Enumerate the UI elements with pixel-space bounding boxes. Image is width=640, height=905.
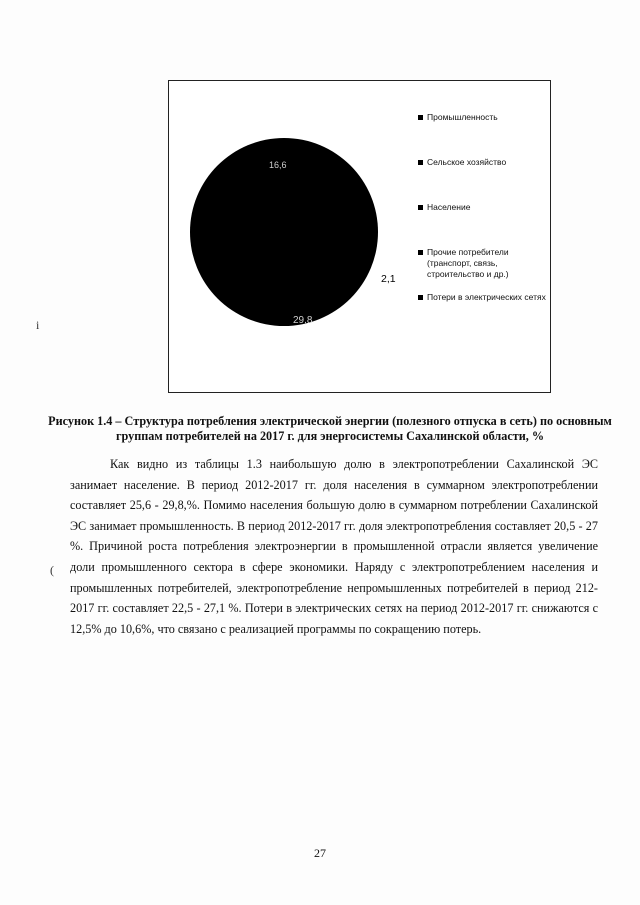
legend-item <box>418 157 550 168</box>
pie-chart-svg <box>169 81 552 394</box>
body-paragraph: Как видно из таблицы 1.3 наибольшую долю в электропотреблении Сахалинской ЭС занимает население. В период 2012-2017 гг. доля населения в суммарном электропотреблении составляет 25,6 - 29,8,%. Помимо населения большую долю в суммарном потреблении Сахалинской ЭС занимает промышленность. В период 2012-2017 гг. доля электропотребления составляет 20,5 - 27 %. Причиной роста потребления электроэнергии в промышленной отрасли является увеличение доли промышленного сектора в сфере экономики. Наряду с электропотреблением населения и промышленных потребителей, электропотребление непромышленных потребителей в период 212-2017 гг. составляет 22,5 - 27,1 %. Потери в электрических сетях на период 2012-2017 гг. снижаются с 12,5% до 10,6%, что связано с реализацией программы по сокращению потерь. <box>70 457 598 636</box>
legend-label: Сельское хозяйство <box>427 157 507 167</box>
legend-square-icon <box>418 205 423 210</box>
pie-label-3: 2,1 <box>381 273 396 285</box>
pie-label-1: 16,6 <box>269 160 287 170</box>
legend-item <box>418 247 550 280</box>
margin-mark: i <box>36 318 40 332</box>
legend-label: Потери в электрических сетях <box>427 292 546 302</box>
margin-mark: ( <box>50 563 54 577</box>
legend-square-icon <box>418 295 423 300</box>
pie-label-2: 29,8 <box>293 315 313 326</box>
legend-item <box>418 292 550 303</box>
figure-caption: Рисунок 1.4 – Структура потребления электрической энергии (полезного отпуска в сеть) по основным группам потребителей на 2017 г. для энергосистемы Сахалинской области, % <box>48 414 612 443</box>
legend-item <box>418 112 550 123</box>
body-text <box>70 454 598 639</box>
legend-label: Население <box>427 202 471 212</box>
legend-square-icon <box>418 115 423 120</box>
legend-square-icon <box>418 160 423 165</box>
pie-chart <box>168 80 551 393</box>
legend-label: Промышленность <box>427 112 498 122</box>
legend-item <box>418 202 550 213</box>
legend-label: Прочие потребители (транспорт, связь, строительство и др.) <box>427 247 509 279</box>
legend-square-icon <box>418 250 423 255</box>
page-number: 27 <box>314 846 326 860</box>
